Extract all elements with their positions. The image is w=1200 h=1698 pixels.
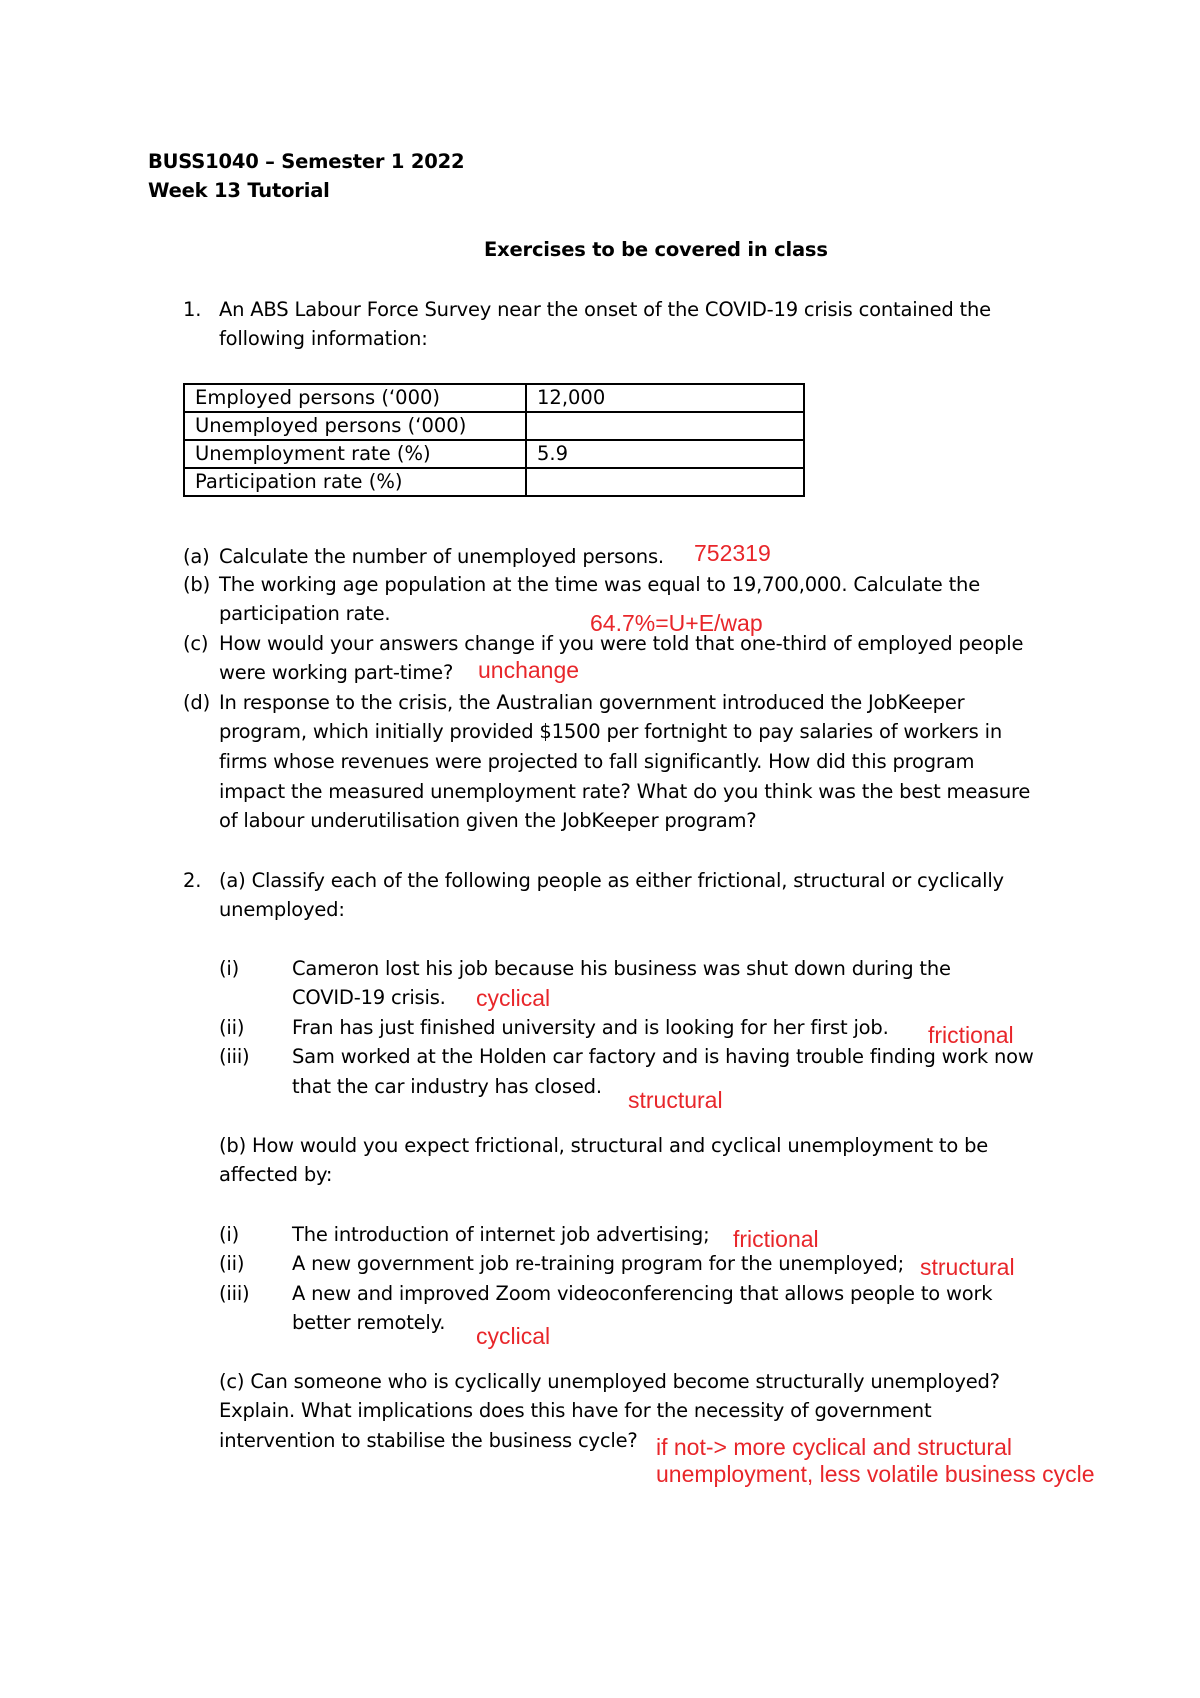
q2a-i-marker: (i) (219, 957, 240, 980)
table-cell-label: Participation rate (%) (184, 468, 526, 496)
annotation-q2a-ii: frictional (928, 1022, 1014, 1048)
q1d-text-line4: impact the measured unemployment rate? What do you think was the best measure (219, 780, 1031, 803)
q1d-text-line3: firms whose revenues were projected to fall significantly. How did this program (219, 750, 975, 773)
q2-number: 2. (183, 869, 202, 892)
q2a-intro-line2: unemployed: (219, 898, 345, 921)
q1c-text-line2: were working part-time? (219, 661, 454, 684)
q2a-i-line2: COVID-19 crisis. (292, 986, 446, 1009)
q2b-i-line1: The introduction of internet job advertising; (292, 1223, 710, 1246)
q2a-i-line1: Cameron lost his job because his business was shut down during the (292, 957, 951, 980)
q2b-ii-line1: A new government job re-training program for the unemployed; (292, 1252, 904, 1275)
q2c-line2: Explain. What implications does this have for the necessity of government (219, 1399, 932, 1422)
q2a-iii-line1: Sam worked at the Holden car factory and is having trouble finding work now (292, 1045, 1034, 1068)
annotation-q2a-iii: structural (628, 1087, 723, 1113)
labour-force-table (183, 383, 805, 497)
table-cell-label: Employed persons (‘000) (184, 384, 526, 412)
q1-intro-line1: An ABS Labour Force Survey near the onset of the COVID-19 crisis contained the (219, 298, 991, 321)
q1b-text-line1: The working age population at the time was equal to 19,700,000. Calculate the (219, 573, 980, 596)
q2a-ii-line1: Fran has just finished university and is looking for her first job. (292, 1016, 889, 1039)
q2b-iii-marker: (iii) (219, 1282, 250, 1305)
q2a-iii-marker: (iii) (219, 1045, 250, 1068)
table-row (184, 468, 804, 496)
q2c-line3: intervention to stabilise the business cycle? (219, 1429, 638, 1452)
q2a-intro-line1: (a) Classify each of the following people as either frictional, structural or cyclically (219, 869, 1004, 892)
table-row (184, 440, 804, 468)
q1-intro-line2: following information: (219, 327, 428, 350)
q2a-iii-line2: that the car industry has closed. (292, 1075, 602, 1098)
table-cell-value (526, 468, 804, 496)
table-cell-value: 12,000 (526, 384, 804, 412)
q2b-iii-line1: A new and improved Zoom videoconferencing that allows people to work (292, 1282, 993, 1305)
q1c-text-line1: How would your answers change if you were told that one-third of employed people (219, 632, 1024, 655)
table-cell-value (526, 412, 804, 440)
section-title: Exercises to be covered in class (484, 238, 828, 261)
q1d-text-line2: program, which initially provided $1500 per fortnight to pay salaries of workers in (219, 720, 1003, 743)
annotation-q1a: 752319 (694, 540, 771, 566)
q1a-marker: (a) (183, 545, 210, 568)
annotation-q2c-line2: unemployment, less volatile business cycle (656, 1461, 1095, 1487)
q1c-marker: (c) (183, 632, 209, 655)
table-cell-value: 5.9 (526, 440, 804, 468)
annotation-q2b-ii: structural (920, 1254, 1015, 1280)
annotation-q2b-i: frictional (733, 1226, 819, 1252)
q2b-iii-line2: better remotely. (292, 1311, 446, 1334)
q1a-text: Calculate the number of unemployed persons. (219, 545, 664, 568)
week-title: Week 13 Tutorial (148, 179, 330, 202)
q2b-intro-line2: affected by: (219, 1163, 333, 1186)
course-title: BUSS1040 – Semester 1 2022 (148, 150, 465, 173)
q1d-text-line1: In response to the crisis, the Australian government introduced the JobKeeper (219, 691, 965, 714)
q2b-i-marker: (i) (219, 1223, 240, 1246)
q1d-marker: (d) (183, 691, 210, 714)
q1-number: 1. (183, 298, 202, 321)
q2a-ii-marker: (ii) (219, 1016, 245, 1039)
table-cell-label: Unemployed persons (‘000) (184, 412, 526, 440)
table-row (184, 384, 804, 412)
annotation-q2a-i: cyclical (476, 985, 551, 1011)
q1b-text-line2: participation rate. (219, 602, 391, 625)
q2b-ii-marker: (ii) (219, 1252, 245, 1275)
q1b-marker: (b) (183, 573, 210, 596)
q1d-text-line5: of labour underutilisation given the JobKeeper program? (219, 809, 757, 832)
q2b-intro-line1: (b) How would you expect frictional, structural and cyclical unemployment to be (219, 1134, 989, 1157)
table-cell-label: Unemployment rate (%) (184, 440, 526, 468)
annotation-q1c: unchange (478, 657, 580, 683)
annotation-q2b-iii: cyclical (476, 1323, 551, 1349)
q2c-line1: (c) Can someone who is cyclically unemployed become structurally unemployed? (219, 1370, 1000, 1393)
annotation-q2c-line1: if not-> more cyclical and structural (656, 1434, 1012, 1460)
annotation-q1b: 64.7%=U+E/wap (590, 610, 763, 636)
table-row (184, 412, 804, 440)
